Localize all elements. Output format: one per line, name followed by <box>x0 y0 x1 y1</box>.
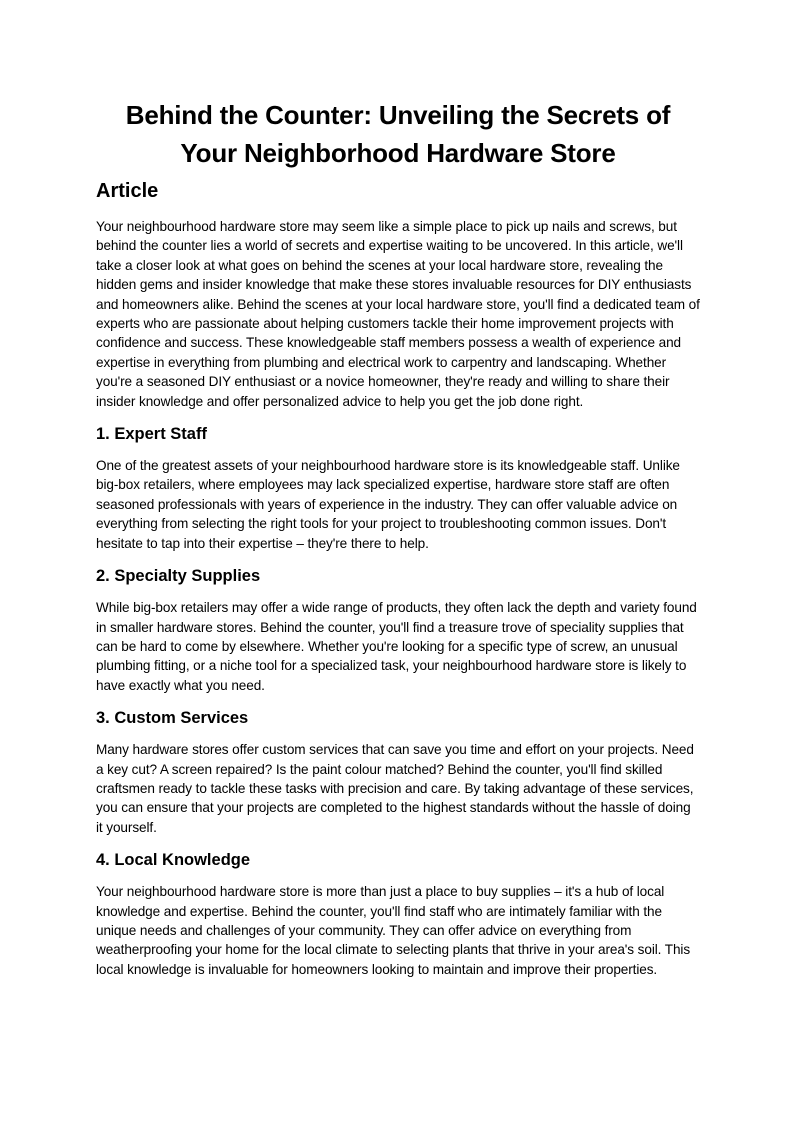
section-heading-custom-services: 3. Custom Services <box>96 709 249 728</box>
article-heading: Article <box>96 180 159 202</box>
section-body-specialty-supplies: While big-box retailers may offer a wide range of products, they often lack the depth and variety found in smaller hardware stores. Behind the counter, you'll find a treasure trove of speciality supplies that can be hard to come by elsewhere. Whether you're looking for a specific type of screw, an unusual plumbing fitting, or a niche tool for a specialized task, your neighbourhood hardware store is likely to have exactly what you need. <box>96 600 697 693</box>
section-body-custom-services: Many hardware stores offer custom services that can save you time and effort on your projects. Need a key cut? A screen repaired? Is the paint colour matched? Behind the counter, you'll find skilled craftsmen ready to tackle these tasks with precision and care. By taking advantage of these services, you can ensure that your projects are completed to the highest standards without the hassle of doing it yourself. <box>96 742 694 835</box>
title-line-1: Behind the Counter: Unveiling the Secrets of <box>125 100 671 130</box>
document-title <box>96 96 700 172</box>
section-heading-local-knowledge: 4. Local Knowledge <box>96 851 251 870</box>
section-heading-specialty-supplies: 2. Specialty Supplies <box>96 567 261 586</box>
section-heading-expert-staff: 1. Expert Staff <box>96 425 207 444</box>
section-body-expert-staff: One of the greatest assets of your neighbourhood hardware store is its knowledgeable staff. Unlike big-box retailers, where employees may lack specialized expertise, hardware store staff are often seasoned professionals with years of experience in the industry. They can offer valuable advice on everything from selecting the right tools for your project to troubleshooting common issues. Don't hesitate to tap into their expertise – they're there to help. <box>96 458 680 551</box>
section-body-local-knowledge: Your neighbourhood hardware store is more than just a place to buy supplies – it's a hub of local knowledge and expertise. Behind the counter, you'll find staff who are intimately familiar with the unique needs and challenges of your community. They can offer advice on everything from weatherproofing your home for the local climate to selecting plants that thrive in your area's soil. This local knowledge is invaluable for homeowners looking to maintain and improve their properties. <box>96 884 691 977</box>
intro-paragraph: Your neighbourhood hardware store may seem like a simple place to pick up nails and screws, but behind the counter lies a world of secrets and expertise waiting to be uncovered. In this article, we'll take a closer look at what goes on behind the scenes at your local hardware store, revealing the hidden gems and insider knowledge that make these stores invaluable resources for DIY enthusiasts and homeowners alike. Behind the scenes at your local hardware store, you'll find a dedicated team of experts who are passionate about helping customers tackle their home improvement projects with confidence and success. These knowledgeable staff members possess a wealth of experience and expertise in everything from plumbing and electrical work to carpentry and landscaping. Whether you're a seasoned DIY enthusiast or a novice homeowner, they're ready and willing to share their insider knowledge and offer personalized advice to help you get the job done right. <box>96 219 700 409</box>
title-line-2: Your Neighborhood Hardware Store <box>180 138 616 168</box>
document-page <box>96 96 700 979</box>
